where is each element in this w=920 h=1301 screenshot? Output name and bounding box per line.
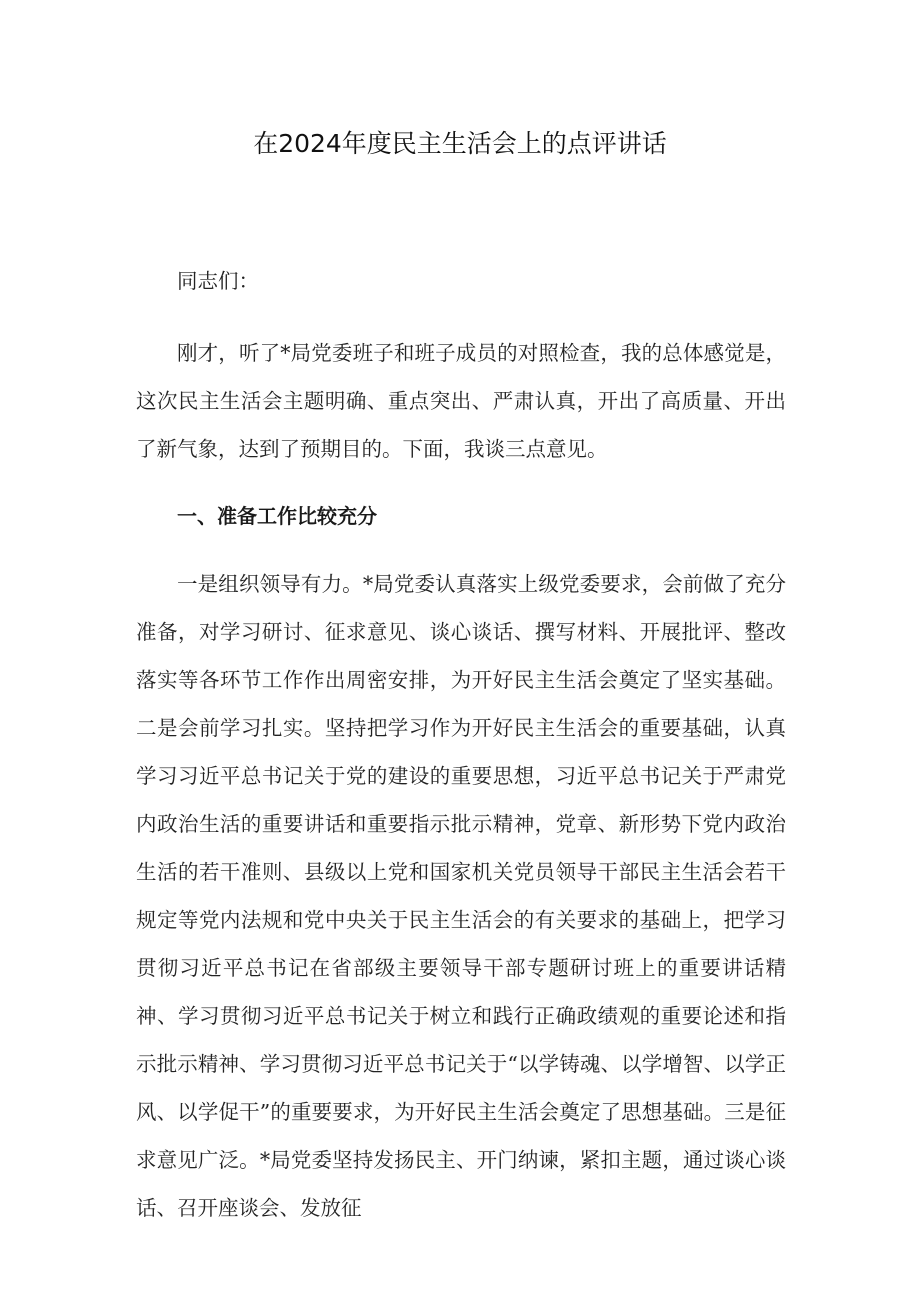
opening-paragraph: 刚才，听了*局党委班子和班子成员的对照检查，我的总体感觉是，这次民主生活会主题明确、重点突出、严肃认真，开出了高质量、开出了新气象，达到了预期目的。下面，我谈三点意见。 <box>136 341 786 461</box>
section-paragraph: 一是组织领导有力。*局党委认真落实上级党委要求，会前做了充分准备，对学习研讨、征求意见、谈心谈话、撰写材料、开展批评、整改落实等各环节工作作出周密安排，为开好民主生活会奠定了坚实基础。二是会前学习扎实。坚持把学习作为开好民主生活会的重要基础，认真学习习近平总书记关于党的建设的重要思想，习近平总书记关于严肃党内政治生活的重要讲话和重要指示批示精神，党章、新形势下党内政治生活的若干准则、县级以上党和国家机关党员领导干部民主生活会若干规定等党内法规和党中央关于民主生活会的有关要求的基础上，把学习贯彻习近平总书记在省部级主要领导干部专题研讨班上的重要讲话精神、学习贯彻习近平总书记关于树立和践行正确政绩观的重要论述和指示批示精神、学习贯彻习近平总书记关于“以学铸魂、以学增智、以学正风、以学促干”的重要要求，为开好民主生活会奠定了思想基础。三是征求意见广泛。*局党委坚持发扬民主、开门纳谏，紧扣主题，通过谈心谈话、召开座谈会、发放征 <box>136 572 786 1220</box>
section-heading: 一、准备工作比较充分 <box>177 504 377 528</box>
document-title: 在2024年度民主生活会上的点评讲话 <box>253 129 667 158</box>
salutation: 同志们： <box>177 269 259 293</box>
